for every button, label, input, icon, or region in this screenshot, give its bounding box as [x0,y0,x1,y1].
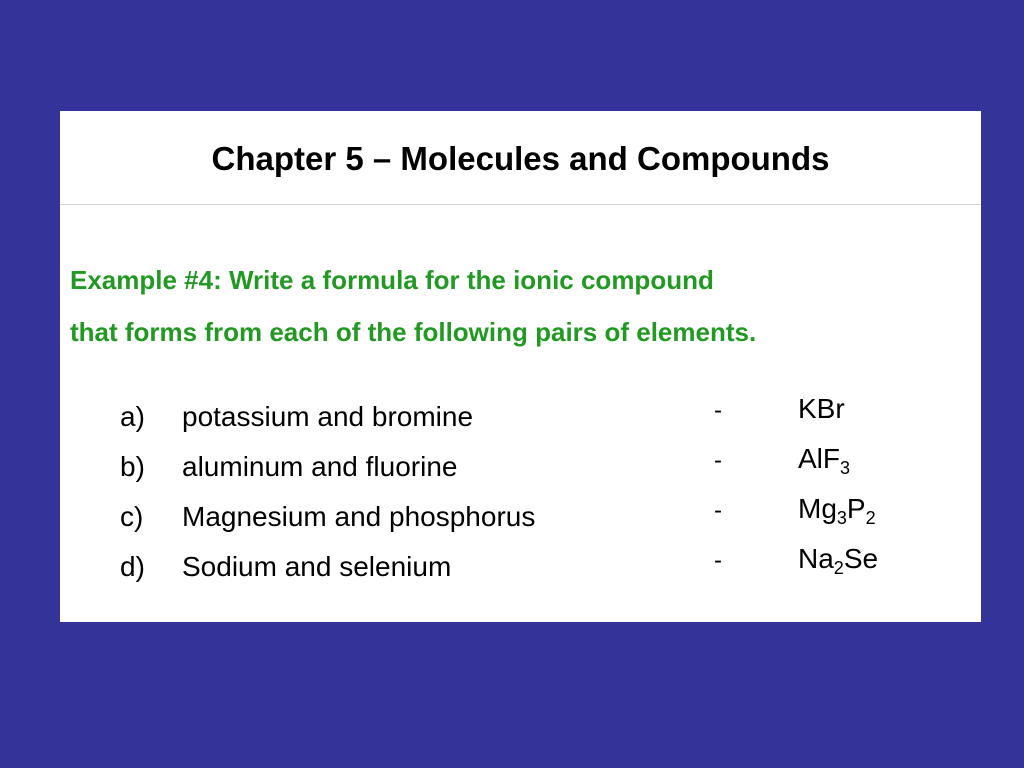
item-dash: - [714,397,722,424]
formula-subscript: 2 [833,558,844,578]
slide-title: Chapter 5 – Molecules and Compounds [211,140,830,177]
item-marker: d) [120,551,145,582]
item-marker: c) [120,501,144,532]
formula-symbol: Mg [798,493,837,524]
item-answer [798,543,879,578]
list-item [60,543,981,601]
slide-card [60,111,981,622]
item-marker: a) [120,401,145,432]
formula-symbol: KBr [798,393,845,424]
title-area [60,111,981,205]
formula-symbol: Na [798,543,834,574]
item-text: Magnesium and phosphorus [182,501,536,532]
formula-symbol: Se [843,543,879,574]
prompt-line-1: Example #4: Write a formula for the ionic compound [70,265,714,295]
formula-subscript: 3 [840,458,851,478]
formula-subscript: 2 [865,508,876,528]
example-prompt [70,254,975,358]
item-answer [798,393,845,425]
item-text: Sodium and selenium [182,551,452,582]
formula-symbol: P [846,493,866,524]
item-dash: - [714,547,722,574]
item-dash: - [714,497,722,524]
item-answer [798,493,876,528]
item-marker: b) [120,451,145,482]
item-list [60,393,981,601]
item-text: potassium and bromine [182,401,474,432]
formula-subscript: 3 [836,508,847,528]
prompt-line-2: that forms from each of the following pairs of elements. [70,317,757,347]
item-answer [798,443,851,478]
formula-symbol: AlF [798,443,840,474]
item-dash: - [714,447,722,474]
item-text: aluminum and fluorine [182,451,458,482]
